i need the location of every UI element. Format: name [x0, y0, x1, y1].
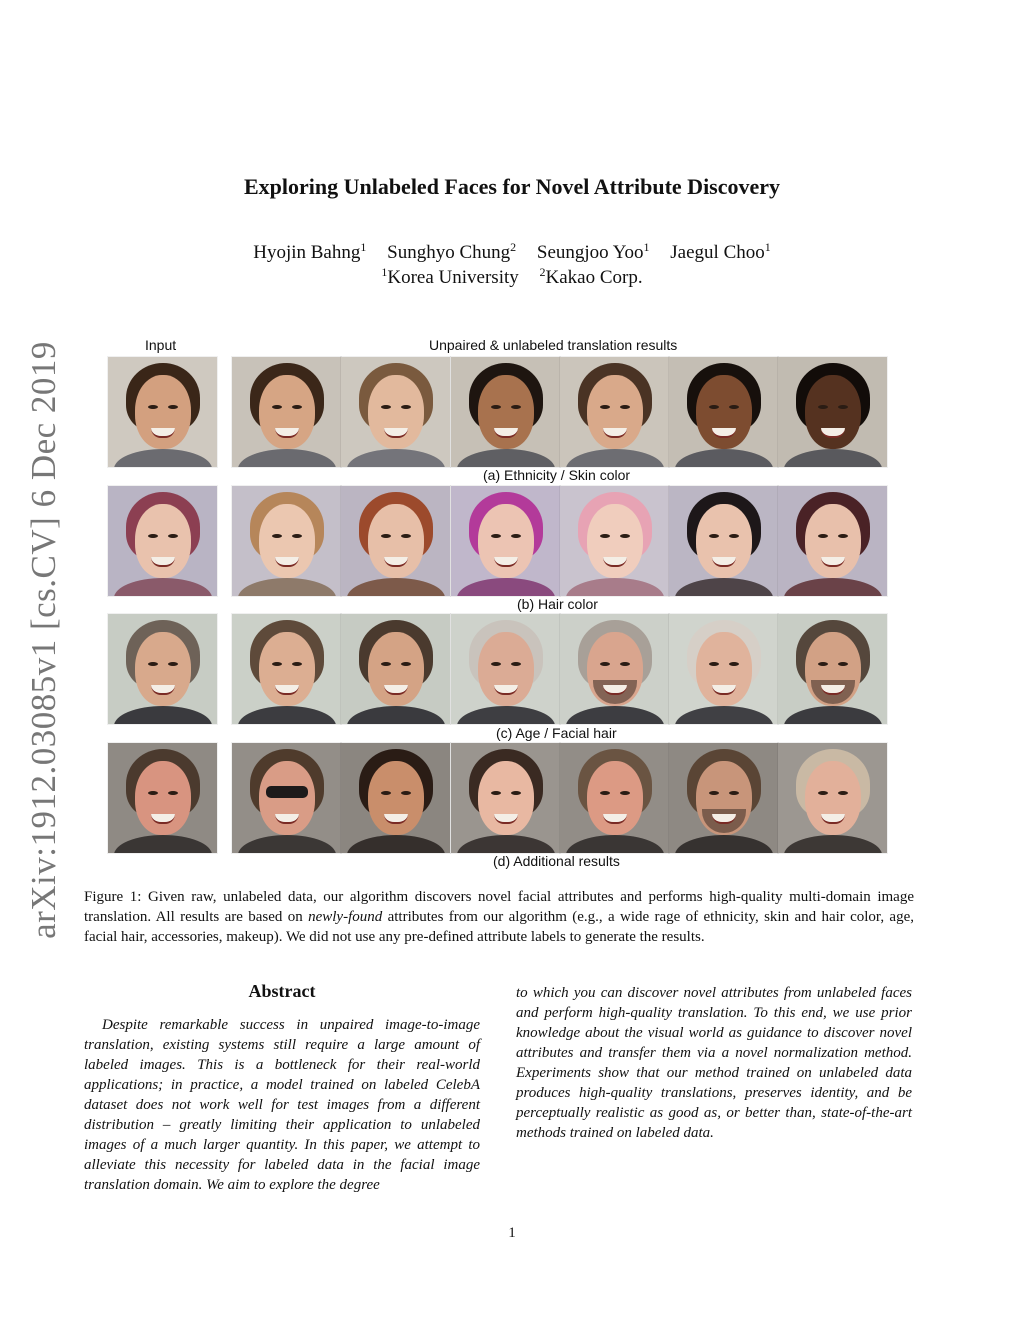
face-image: [341, 614, 450, 724]
author-list: [0, 240, 1024, 265]
abstract-heading: Abstract: [248, 981, 316, 1001]
arxiv-identifier-stamp: arXiv:1912.03085v1 [cs.CV] 6 Dec 2019: [24, 341, 63, 939]
face-left-eye: [818, 662, 828, 666]
affiliation-list: [0, 265, 1024, 290]
face-left-eye: [818, 405, 828, 409]
face-image: [232, 357, 341, 467]
author-name: Seungjoo Yoo$^1$: [536, 240, 650, 263]
face-right-eye: [401, 662, 411, 666]
face-left-eye: [148, 405, 158, 409]
face-image: [232, 486, 341, 596]
results-column-label: Unpaired & unlabeled translation results: [429, 337, 678, 353]
face-right-eye: [292, 662, 302, 666]
face-right-eye: [838, 534, 848, 538]
row-label-age: (c) Age / Facial hair: [496, 725, 617, 741]
face-left-eye: [600, 405, 610, 409]
row-label-ethnicity: (a) Ethnicity / Skin color: [483, 467, 631, 483]
face-image: [341, 486, 450, 596]
face-right-eye: [168, 662, 178, 666]
author-name: Hyojin Bahng$^1$: [253, 240, 367, 263]
face-image: [451, 357, 560, 467]
face-right-eye: [511, 405, 521, 409]
face-left-eye: [148, 662, 158, 666]
face-image: [560, 614, 669, 724]
face-right-eye: [729, 405, 739, 409]
figure-caption: Figure 1: Given raw, unlabeled data, our algorithm discovers novel facial attributes and performs high-quality multi-domain image translation. All results are based on newly-found attributes from our algorithm (e.g., a wide rage of ethnicity, skin and hair color, age, facial hair, accessories, makeup). We did not use any pre-defined attribute labels to generate the results.: [84, 889, 914, 945]
affiliation: $^2$Kakao Corp.: [539, 265, 643, 288]
face-right-eye: [729, 662, 739, 666]
face-left-eye: [272, 662, 282, 666]
face-image: [451, 743, 560, 853]
face-image: [778, 614, 887, 724]
face-left-eye: [709, 534, 719, 538]
face-right-eye: [292, 405, 302, 409]
face-left-eye: [491, 405, 501, 409]
face-left-eye: [600, 791, 610, 795]
face-image: [669, 614, 778, 724]
face-left-eye: [491, 534, 501, 538]
abstract-text-right: to which you can discover novel attributes from unlabeled faces and perform high-quality translation. To this end, we use prior knowledge about the visual world as guidance to discover novel attributes and transfer them via a novel normalization method. Experiments show that our method trained on unlabeled data produces high-quality translations, preserves identity, and be perceptually realistic as good as, or better than, state-of-the-art methods trained on labeled data.: [516, 985, 912, 1141]
face-left-eye: [600, 662, 610, 666]
input-column-label: Input: [145, 337, 177, 353]
face-image: [560, 743, 669, 853]
face-right-eye: [620, 534, 630, 538]
face-image: [560, 486, 669, 596]
face-image: [232, 614, 341, 724]
face-left-eye: [381, 662, 391, 666]
face-right-eye: [401, 534, 411, 538]
input-face-image: [108, 486, 217, 596]
face-left-eye: [491, 791, 501, 795]
face-left-eye: [600, 534, 610, 538]
abstract-text-left: Despite remarkable success in unpaired image-to-image translation, existing systems still require a large amount of labeled images. This is a bottleneck for their real-world applications; in practice, a model trained on labeled CelebA dataset does not work well for test images from a different distribution – greatly limiting their application to unlabeled images of a much larger quantity. In this paper, we attempt to alleviate this necessity for labeled data in the facial image translation domain. We aim to explore the degree: [84, 1017, 480, 1193]
face-image: [232, 743, 341, 853]
face-left-eye: [272, 534, 282, 538]
face-left-eye: [709, 662, 719, 666]
author-block: [0, 240, 1024, 290]
face-image: [451, 614, 560, 724]
face-left-eye: [381, 791, 391, 795]
page-number: 1: [508, 1225, 516, 1241]
face-image: [778, 743, 887, 853]
face-left-eye: [709, 405, 719, 409]
face-right-eye: [511, 791, 521, 795]
face-right-eye: [401, 405, 411, 409]
face-image: [778, 486, 887, 596]
face-image: [669, 357, 778, 467]
face-right-eye: [168, 405, 178, 409]
face-right-eye: [511, 662, 521, 666]
input-face-image: [108, 614, 217, 724]
paper-title: Exploring Unlabeled Faces for Novel Attribute Discovery: [243, 174, 781, 199]
face-image: [341, 743, 450, 853]
face-right-eye: [838, 405, 848, 409]
input-face-image: [108, 357, 217, 467]
input-face-image: [108, 743, 217, 853]
face-image: [560, 357, 669, 467]
face-image: [669, 743, 778, 853]
face-image: [778, 357, 887, 467]
face-left-eye: [381, 405, 391, 409]
face-right-eye: [620, 791, 630, 795]
face-right-eye: [292, 534, 302, 538]
sunglasses-icon: [266, 786, 308, 798]
face-left-eye: [381, 534, 391, 538]
face-right-eye: [168, 791, 178, 795]
face-right-eye: [729, 791, 739, 795]
face-left-eye: [148, 791, 158, 795]
face-left-eye: [818, 791, 828, 795]
face-right-eye: [729, 534, 739, 538]
row-label-additional: (d) Additional results: [493, 853, 620, 869]
face-image: [451, 486, 560, 596]
face-right-eye: [620, 662, 630, 666]
face-left-eye: [148, 534, 158, 538]
face-left-eye: [818, 534, 828, 538]
face-left-eye: [491, 662, 501, 666]
author-name: Sunghyo Chung$^2$: [387, 240, 517, 263]
face-right-eye: [620, 405, 630, 409]
face-right-eye: [838, 662, 848, 666]
affiliation: $^1$Korea University: [381, 265, 519, 288]
face-right-eye: [401, 791, 411, 795]
face-right-eye: [838, 791, 848, 795]
face-left-eye: [272, 405, 282, 409]
face-right-eye: [511, 534, 521, 538]
face-image: [669, 486, 778, 596]
row-label-hair-color: (b) Hair color: [517, 596, 598, 612]
face-left-eye: [709, 791, 719, 795]
face-image: [341, 357, 450, 467]
face-right-eye: [168, 534, 178, 538]
author-name: Jaegul Choo$^1$: [670, 240, 771, 263]
